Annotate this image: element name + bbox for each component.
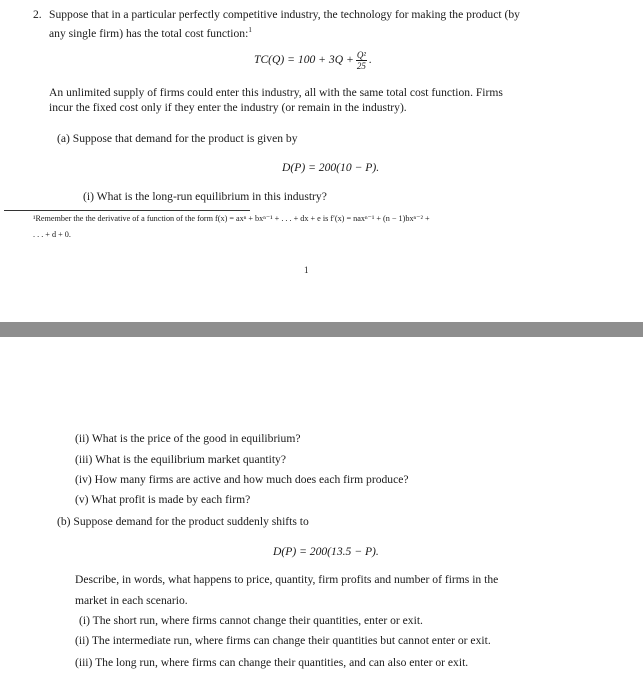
cost-function-denominator: 25 (356, 60, 366, 71)
demand-function-2: D(P) = 200(13.5 − P). (273, 545, 379, 558)
part-a-v: (v) What profit is made by each firm? (75, 493, 251, 506)
intro-line-2: any single firm) has the total cost function: (49, 26, 249, 40)
cost-function-fraction (356, 50, 367, 71)
footnote-rule (4, 210, 250, 211)
part-b-iii: (iii) The long run, where firms can change their quantities, and can also enter or exit. (75, 656, 469, 669)
part-a-label: (a) Suppose that demand for the product is given by (57, 132, 298, 145)
describe-line-1: Describe, in words, what happens to price, quantity, firm profits and number of firms in the (75, 573, 499, 586)
part-a-iii: (iii) What is the equilibrium market quantity? (75, 453, 286, 466)
page-number: 1 (304, 265, 309, 275)
intro-line-2-wrap (49, 23, 252, 41)
part-b-ii: (ii) The intermediate run, where firms can change their quantities but cannot enter or exit. (75, 634, 491, 647)
footnote-line-2: . . . + d + 0. (33, 230, 71, 239)
paragraph-line-2: incur the fixed cost only if they enter the industry (or remain in the industry). (49, 101, 407, 114)
describe-line-2: market in each scenario. (75, 594, 188, 607)
footnote-line-1: ¹Remember the the derivative of a function of the form f(x) = axⁿ + bxⁿ⁻¹ + . . . + dx + e is f′(x) = naxⁿ⁻¹ + (n − 1)bxⁿ⁻² + (33, 214, 430, 223)
question-number: 2. (33, 8, 42, 21)
cost-function-numerator: Q² (356, 49, 367, 60)
part-b-label: (b) Suppose demand for the product suddenly shifts to (57, 515, 309, 528)
page-separator (0, 322, 643, 337)
cost-function (254, 46, 372, 74)
intro-line-1: Suppose that in a particular perfectly competitive industry, the technology for making the product (by (49, 8, 520, 21)
part-a-ii: (ii) What is the price of the good in equilibrium? (75, 432, 301, 445)
part-b-i: (i) The short run, where firms cannot change their quantities, enter or exit. (79, 614, 423, 627)
part-a-iv: (iv) How many firms are active and how much does each firm produce? (75, 473, 409, 486)
cost-function-lhs: TC(Q) = 100 + 3Q + (254, 53, 354, 66)
part-a-i: (i) What is the long-run equilibrium in this industry? (83, 190, 327, 203)
cost-function-end: . (369, 53, 372, 66)
footnote-mark: 1 (248, 26, 252, 34)
paragraph-line-1: An unlimited supply of firms could enter this industry, all with the same total cost function. Firms (49, 86, 503, 99)
demand-function-1: D(P) = 200(10 − P). (282, 161, 380, 174)
